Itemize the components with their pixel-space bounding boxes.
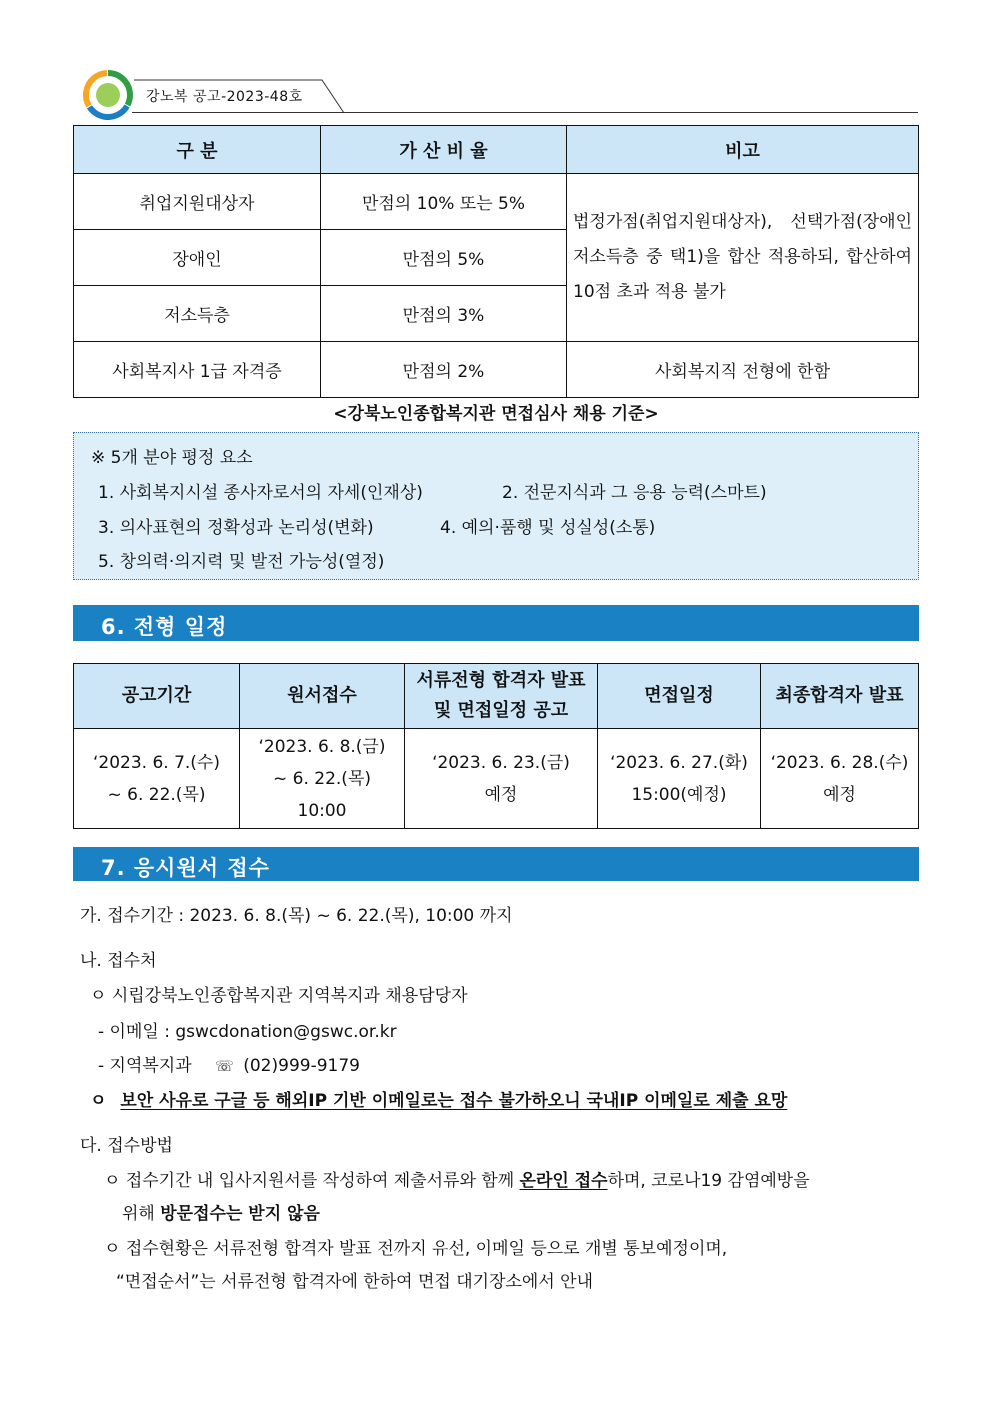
- cell-line: ‘2023. 6. 8.(금): [258, 736, 386, 757]
- schedule-cell: [74, 729, 240, 829]
- evaluation-factors-box: [73, 432, 919, 580]
- cell-line: ~ 6. 22.(목): [273, 768, 371, 789]
- notice-number: 강노복 공고-2023-48호: [146, 89, 303, 105]
- column-header: 최종합격자 발표: [761, 664, 919, 729]
- row-category: 저소득층: [74, 286, 321, 342]
- evaluation-item: 2. 전문지식과 그 응용 능력(스마트): [502, 483, 767, 503]
- header-underline: [132, 112, 344, 113]
- schedule-cell: [405, 729, 598, 829]
- section-6-heading: [73, 605, 919, 641]
- method-item-2: ㅇ 접수현황은 서류전형 합격자 발표 전까지 유선, 이메일 등으로 개별 통보예정이며,: [104, 1239, 728, 1259]
- row-rate: 만점의 5%: [321, 230, 567, 286]
- application-place-title: 나. 접수처: [80, 951, 157, 971]
- section-title: 6. 전형 일정: [101, 615, 228, 639]
- section-title: 7. 응시원서 접수: [101, 856, 270, 880]
- row-note: 사회복지직 전형에 한함: [567, 342, 919, 398]
- header-line: 및 면접일정 공고: [433, 700, 569, 721]
- text-span: 위해: [122, 1204, 161, 1224]
- telephone-icon: ☏: [215, 1057, 234, 1075]
- cell-line: ~ 6. 22.(목): [107, 784, 206, 805]
- header-frame: [82, 68, 352, 114]
- evaluation-item: 1. 사회복지시설 종사자로서의 자세(인재상): [98, 483, 423, 503]
- method-item-1: [104, 1166, 810, 1191]
- header-divider: [344, 112, 918, 113]
- column-header: [405, 664, 598, 729]
- cell-line: ‘2023. 6. 23.(금): [432, 752, 570, 773]
- cell-line: 15:00(예정): [631, 784, 727, 805]
- row-rate: 만점의 10% 또는 5%: [321, 174, 567, 230]
- cell-line: 예정: [823, 784, 856, 805]
- row-category: 취업지원대상자: [74, 174, 321, 230]
- evaluation-item: 5. 창의력·의지력 및 발전 가능성(열정): [98, 552, 385, 572]
- security-warning: [90, 1086, 787, 1111]
- method-item-1-continued: [122, 1199, 320, 1224]
- schedule-cell: [598, 729, 761, 829]
- evaluation-item: 4. 예의·품행 및 성실성(소통): [440, 518, 656, 538]
- schedule-cell: [240, 729, 405, 829]
- application-period: 가. 접수기간 : 2023. 6. 8.(목) ~ 6. 22.(목), 10:00 까지: [80, 906, 513, 926]
- header-line: 서류전형 합격자 발표: [416, 670, 586, 691]
- phone-line: [98, 1051, 360, 1076]
- cell-line: ‘2023. 6. 27.(화): [610, 752, 748, 773]
- schedule-table: [73, 663, 919, 829]
- row-category: 사회복지사 1급 자격증: [74, 342, 321, 398]
- table-row: [74, 174, 919, 230]
- column-header: 공고기간: [74, 664, 240, 729]
- bullet: ㅇ: [90, 1091, 107, 1111]
- schedule-cell: [761, 729, 919, 829]
- column-header: 면접일정: [598, 664, 761, 729]
- column-header-category: 구 분: [74, 126, 321, 174]
- phone-number: (02)999-9179: [243, 1056, 360, 1076]
- emphasis-no-visit: 방문접수는 받지 않음: [160, 1204, 320, 1224]
- text-span: 하며, 코로나19 감염예방을: [607, 1171, 810, 1191]
- evaluation-item: 3. 의사표현의 정확성과 논리성(변화): [98, 518, 374, 538]
- warning-text: 보안 사유로 구글 등 해외IP 기반 이메일로는 접수 불가하오니 국내IP 이메일로 제출 요망: [120, 1091, 788, 1111]
- application-method-title: 다. 접수방법: [80, 1136, 173, 1156]
- bonus-points-table: [73, 125, 919, 398]
- evaluation-title: ※ 5개 분야 평정 요소: [91, 448, 253, 468]
- cell-line: ‘2023. 6. 28.(수): [770, 752, 909, 773]
- section-7-heading: [73, 847, 919, 881]
- emphasis-online: 온라인 접수: [519, 1171, 608, 1191]
- cell-line: ‘2023. 6. 7.(수): [92, 752, 220, 773]
- table-caption: <강북노인종합복지관 면접심사 채용 기준>: [333, 404, 659, 424]
- table-row: [74, 342, 919, 398]
- table-row: [74, 729, 919, 829]
- row-rate: 만점의 3%: [321, 286, 567, 342]
- merged-note: 법정가점(취업지원대상자), 선택가점(장애인 저소득층 중 택1)을 합산 적용하되, 합산하여 10점 초과 적용 불가: [567, 174, 919, 342]
- document-header: [82, 68, 344, 114]
- column-header-note: 비고: [567, 126, 919, 174]
- row-rate: 만점의 2%: [321, 342, 567, 398]
- phone-label: - 지역복지과: [98, 1056, 192, 1076]
- cell-line: 예정: [484, 784, 518, 805]
- column-header: 원서접수: [240, 664, 405, 729]
- cell-line: 10:00: [297, 800, 347, 821]
- row-category: 장애인: [74, 230, 321, 286]
- column-header-rate: 가 산 비 율: [321, 126, 567, 174]
- text-span: ㅇ 접수기간 내 입사지원서를 작성하여 제출서류와 함께: [104, 1171, 520, 1191]
- email-line: - 이메일 : gswcdonation@gswc.or.kr: [98, 1022, 397, 1042]
- method-item-2-continued: “면접순서”는 서류전형 합격자에 한하여 면접 대기장소에서 안내: [116, 1272, 594, 1292]
- application-place-org: ㅇ 시립강북노인종합복지관 지역복지과 채용담당자: [90, 986, 468, 1006]
